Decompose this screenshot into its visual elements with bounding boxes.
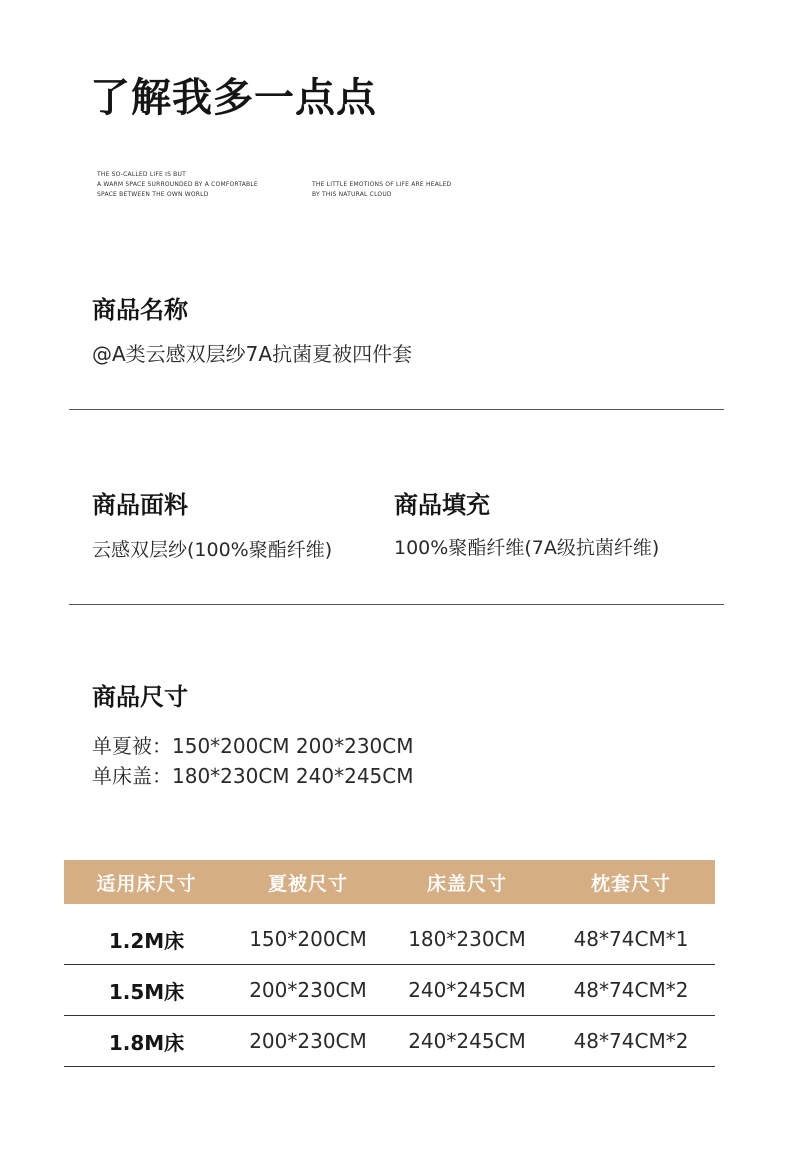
table-cell: 150*200CM — [249, 927, 367, 951]
table-cell: 240*245CM — [408, 1029, 526, 1053]
table-cell: 1.2M床 — [108, 928, 185, 953]
sizes-heading: 商品尺寸 — [92, 683, 188, 711]
filling-heading: 商品填充 — [394, 491, 490, 519]
sizes-list — [92, 731, 414, 791]
table-cell: 48*74CM*1 — [573, 927, 689, 951]
table-cell: 48*74CM*2 — [573, 1029, 689, 1053]
tagline-right — [312, 180, 492, 200]
table-row — [64, 914, 715, 965]
tagline-left-line: A WARM SPACE SURROUNDED BY A COMFORTABLE — [97, 181, 258, 188]
table-cell: 200*230CM — [249, 978, 367, 1002]
tagline-left-line: THE SO-CALLED LIFE IS BUT — [97, 171, 186, 178]
tagline-right-line: THE LITTLE EMOTIONS OF LIFE ARE HEALED — [312, 181, 452, 188]
table-header-cell: 床盖尺寸 — [426, 872, 507, 895]
table-cell: 1.8M床 — [108, 1030, 185, 1055]
table-header — [64, 860, 715, 904]
table-cell: 200*230CM — [249, 1029, 367, 1053]
tagline-left-line: SPACE BETWEEN THE OWN WORLD — [97, 191, 209, 198]
table-cell: 48*74CM*2 — [573, 978, 689, 1002]
divider — [69, 409, 724, 410]
table-cell: 240*245CM — [408, 978, 526, 1002]
table-cell: 180*230CM — [408, 927, 526, 951]
size-table — [64, 860, 715, 1067]
filling-value: 100%聚酯纤维(7A级抗菌纤维) — [394, 537, 660, 559]
table-row — [64, 965, 715, 1016]
fabric-heading: 商品面料 — [92, 491, 188, 519]
product-name-value: @A类云感双层纱7A抗菌夏被四件套 — [92, 342, 413, 366]
product-name-heading: 商品名称 — [92, 296, 188, 324]
table-header-cell: 枕套尺寸 — [590, 872, 671, 895]
fabric-value: 云感双层纱(100%聚酯纤维) — [92, 539, 333, 561]
table-header-cell: 夏被尺寸 — [267, 872, 348, 895]
table-row — [64, 1016, 715, 1067]
page-title: 了解我多一点点 — [90, 75, 377, 121]
table-header-cell: 适用床尺寸 — [96, 872, 197, 895]
size-line: 单夏被：150*200CM 200*230CM — [92, 734, 414, 758]
divider — [69, 604, 724, 605]
tagline-left — [97, 170, 277, 200]
table-cell: 1.5M床 — [108, 979, 185, 1004]
tagline-right-line: BY THIS NATURAL CLOUD — [312, 191, 392, 198]
size-line: 单床盖：180*230CM 240*245CM — [92, 764, 414, 788]
